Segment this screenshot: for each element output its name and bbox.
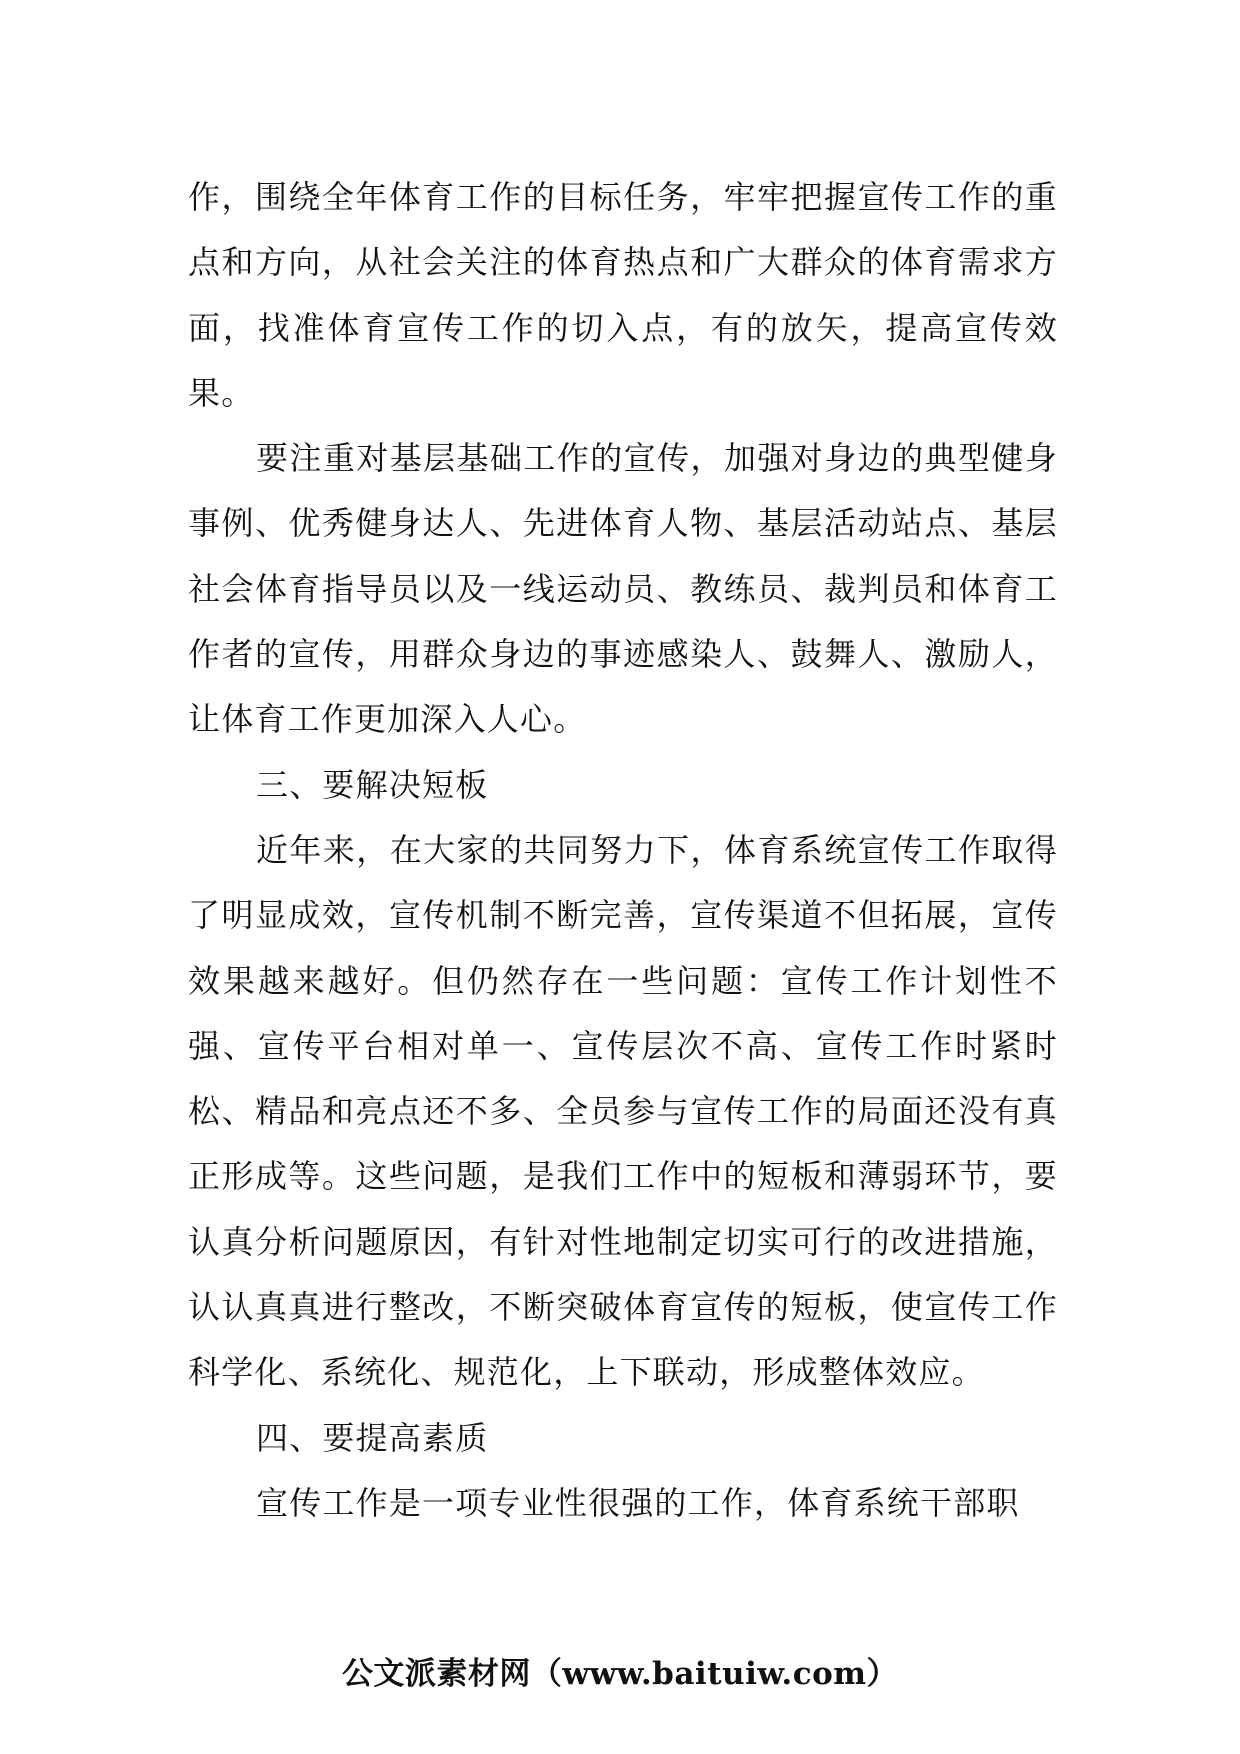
paragraph-2: 要注重对基层基础工作的宣传，加强对身边的典型健身事例、优秀健身达人、先进体育人物、基层活动站点、基层社会体育指导员以及一线运动员、教练员、裁判员和体育工作者的宣传，用群众身边的事迹感染人、鼓舞人、激励人，让体育工作更加深入人心。 (188, 439, 1058, 739)
document-body (188, 165, 1058, 1536)
section-heading-4: 四、要提高素质 (256, 1418, 489, 1457)
footer-watermark: 公文派素材网（www.baituiw.com） (341, 1656, 899, 1692)
paragraph-6: 宣传工作是一项专业性很强的工作，体育系统干部职 (256, 1483, 1020, 1522)
paragraph-4: 近年来，在大家的共同努力下，体育系统宣传工作取得了明显成效，宣传机制不断完善，宣传渠道不但拓展，宣传效果越来越好。但仍然存在一些问题：宣传工作计划性不强、宣传平台相对单一、宣传层次不高、宣传工作时紧时松、精品和亮点还不多、全员参与宣传工作的局面还没有真正形成等。这些问题，是我们工作中的短板和薄弱环节，要认真分析问题原因，有针对性地制定切实可行的改进措施，认认真真进行整改，不断突破体育宣传的短板，使宣传工作科学化、系统化、规范化，上下联动，形成整体效应。 (188, 830, 1058, 1392)
section-heading-3: 三、要解决短板 (256, 765, 489, 804)
paragraph-1: 作，围绕全年体育工作的目标任务，牢牢把握宣传工作的重点和方向，从社会关注的体育热点和广大群众的体育需求方面，找准体育宣传工作的切入点，有的放矢，提高宣传效果。 (188, 178, 1058, 412)
